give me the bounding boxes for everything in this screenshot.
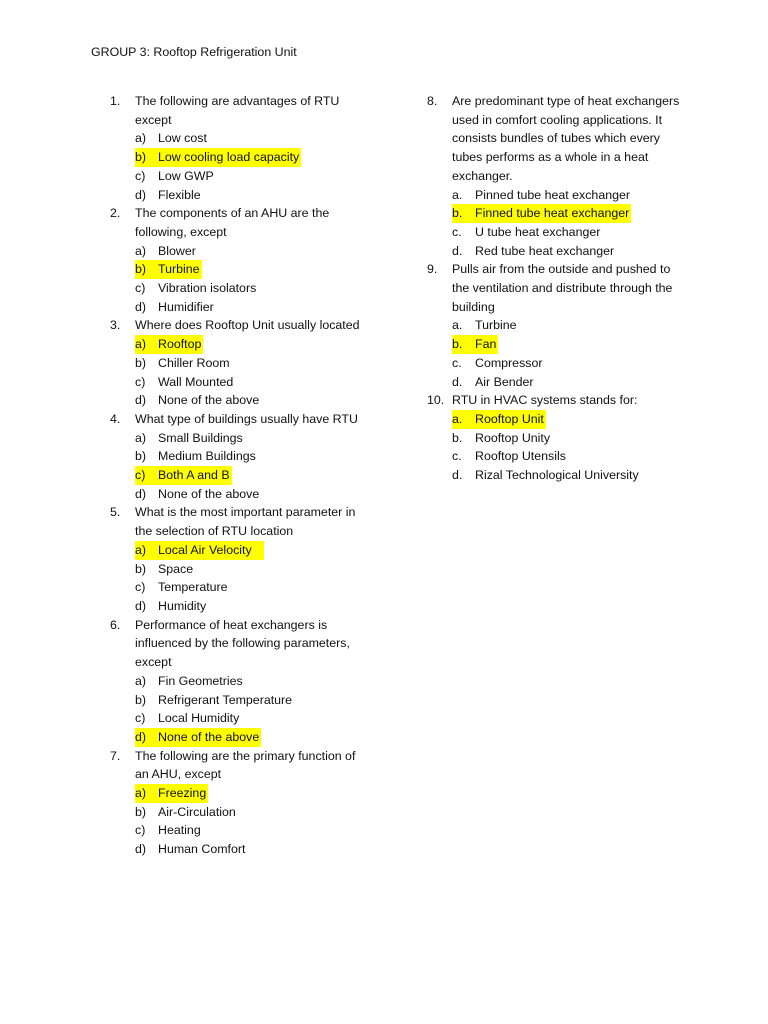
question-stem bbox=[427, 92, 689, 186]
choice bbox=[135, 560, 372, 579]
choice-text: Turbine bbox=[158, 262, 200, 277]
question bbox=[110, 316, 372, 410]
question-text: The following are the primary function of an AHU, except bbox=[135, 748, 356, 782]
question bbox=[110, 204, 372, 316]
choice bbox=[135, 167, 372, 186]
choice bbox=[452, 186, 689, 205]
question-stem bbox=[110, 204, 372, 241]
choice bbox=[135, 354, 372, 373]
choice-letter: a) bbox=[135, 131, 147, 146]
choice-letter: a) bbox=[135, 430, 147, 445]
choice-highlighted bbox=[135, 148, 301, 167]
choice-list bbox=[110, 429, 372, 504]
question bbox=[427, 391, 689, 485]
choice-letter: a) bbox=[135, 542, 147, 557]
choice-text: Rooftop Utensils bbox=[475, 449, 566, 464]
choice-text: Low cooling load capacity bbox=[158, 150, 300, 165]
question-column-left bbox=[110, 92, 372, 859]
choice-text: Local Air Velocity bbox=[158, 542, 252, 557]
choice-letter: c) bbox=[135, 580, 146, 595]
question bbox=[427, 260, 689, 391]
question-stem bbox=[110, 503, 372, 540]
choice-text: Vibration isolators bbox=[158, 281, 257, 296]
choice-letter: c) bbox=[135, 711, 146, 726]
question-stem bbox=[110, 616, 372, 672]
choice bbox=[135, 840, 372, 859]
choice-list bbox=[110, 672, 372, 747]
choice bbox=[452, 447, 689, 466]
question-column-right bbox=[427, 92, 689, 485]
choice-text: U tube heat exchanger bbox=[475, 224, 601, 239]
choice-list bbox=[110, 784, 372, 859]
choice-list bbox=[110, 541, 372, 616]
choice-letter: d) bbox=[135, 187, 147, 202]
choice bbox=[452, 429, 689, 448]
question-number: 3. bbox=[110, 318, 121, 333]
choice-letter: d. bbox=[452, 468, 463, 483]
choice-letter: b) bbox=[135, 262, 147, 277]
choice-text: Air Bender bbox=[475, 374, 534, 389]
choice-letter: c) bbox=[135, 823, 146, 838]
choice-text: Low GWP bbox=[158, 168, 214, 183]
choice-highlighted bbox=[452, 410, 546, 429]
question-number: 4. bbox=[110, 411, 121, 426]
choice-letter: d) bbox=[135, 486, 147, 501]
question-stem bbox=[427, 391, 689, 410]
choice-list bbox=[427, 186, 689, 261]
question bbox=[110, 747, 372, 859]
choice-letter: d. bbox=[452, 374, 463, 389]
choice-text: Small Buildings bbox=[158, 430, 243, 445]
choice-list bbox=[110, 129, 372, 204]
choice-list bbox=[110, 335, 372, 410]
choice-text: Heating bbox=[158, 823, 201, 838]
choice-text: Rooftop bbox=[158, 337, 202, 352]
question-number: 10. bbox=[427, 393, 445, 408]
question bbox=[110, 410, 372, 504]
choice-letter: b) bbox=[135, 804, 147, 819]
choice-text: Red tube heat exchanger bbox=[475, 243, 615, 258]
choice-letter: a) bbox=[135, 673, 147, 688]
question-number: 8. bbox=[427, 94, 438, 108]
question-stem bbox=[427, 260, 689, 316]
choice bbox=[452, 242, 689, 261]
choice bbox=[135, 373, 372, 392]
choice-letter: c) bbox=[135, 281, 146, 296]
choice-letter: a. bbox=[452, 318, 463, 333]
choice-letter: a. bbox=[452, 411, 463, 426]
choice-letter: b. bbox=[452, 337, 463, 352]
choice bbox=[135, 485, 372, 504]
choice-list bbox=[427, 410, 689, 485]
choice bbox=[452, 354, 689, 373]
choice-text: Flexible bbox=[158, 187, 201, 202]
choice-text: None of the above bbox=[158, 486, 260, 501]
choice bbox=[135, 429, 372, 448]
choice-text: Compressor bbox=[475, 355, 543, 370]
choice bbox=[135, 578, 372, 597]
question-number: 7. bbox=[110, 748, 121, 763]
choice-highlighted bbox=[452, 204, 631, 223]
question-text: Are predominant type of heat exchangers used in comfort cooling applications. It consists bundles of tubes which every tubes performs as a whole in a heat exchanger. bbox=[452, 94, 680, 183]
choice bbox=[135, 691, 372, 710]
choice bbox=[135, 129, 372, 148]
question-number: 2. bbox=[110, 206, 121, 221]
choice-letter: b) bbox=[135, 561, 147, 576]
choice-highlighted bbox=[135, 466, 232, 485]
choice-letter: b) bbox=[135, 692, 147, 707]
choice bbox=[452, 316, 689, 335]
choice-text: Finned tube heat exchanger bbox=[475, 206, 630, 221]
question-stem bbox=[110, 92, 372, 129]
choice-letter: c. bbox=[452, 224, 462, 239]
question bbox=[110, 503, 372, 615]
choice-highlighted bbox=[135, 541, 264, 560]
choice-text: Both A and B bbox=[158, 468, 230, 483]
choice bbox=[135, 597, 372, 616]
choice-text: Temperature bbox=[158, 580, 228, 595]
question-number: 1. bbox=[110, 94, 121, 108]
question-text: What is the most important parameter in the selection of RTU location bbox=[135, 505, 356, 539]
question-number: 5. bbox=[110, 505, 121, 520]
choice-text: Humidifier bbox=[158, 299, 214, 314]
choice-letter: a. bbox=[452, 187, 463, 202]
choice-letter: c) bbox=[135, 168, 146, 183]
choice-letter: c. bbox=[452, 355, 462, 370]
choice-letter: d) bbox=[135, 729, 147, 744]
choice bbox=[452, 223, 689, 242]
choice bbox=[135, 672, 372, 691]
choice-highlighted bbox=[135, 260, 202, 279]
choice-letter: d. bbox=[452, 243, 463, 258]
choice-text: Humidity bbox=[158, 598, 207, 613]
choice-text: Fin Geometries bbox=[158, 673, 243, 688]
question bbox=[427, 92, 689, 260]
choice bbox=[135, 391, 372, 410]
choice bbox=[135, 186, 372, 205]
choice-text: Freezing bbox=[158, 786, 207, 801]
choice-letter: c) bbox=[135, 374, 146, 389]
choice bbox=[135, 298, 372, 317]
choice-text: Pinned tube heat exchanger bbox=[475, 187, 631, 202]
choice-text: None of the above bbox=[158, 393, 260, 408]
choice-letter: d) bbox=[135, 299, 147, 314]
choice-text: Medium Buildings bbox=[158, 449, 256, 464]
choice bbox=[135, 821, 372, 840]
choice bbox=[135, 709, 372, 728]
choice-text: Air-Circulation bbox=[158, 804, 236, 819]
choice-letter: d) bbox=[135, 393, 147, 408]
choice-list bbox=[427, 316, 689, 391]
choice-highlighted bbox=[135, 728, 261, 747]
choice-text: Local Humidity bbox=[158, 711, 240, 726]
choice-letter: b) bbox=[135, 449, 147, 464]
question-stem bbox=[110, 410, 372, 429]
choice-text: Blower bbox=[158, 243, 196, 258]
choice-letter: a) bbox=[135, 786, 147, 801]
choice-text: Rooftop Unity bbox=[475, 430, 551, 445]
choice bbox=[135, 279, 372, 298]
choice-highlighted bbox=[135, 335, 203, 354]
choice-letter: d) bbox=[135, 598, 147, 613]
question-stem bbox=[110, 316, 372, 335]
choice-text: Chiller Room bbox=[158, 355, 230, 370]
choice-text: Space bbox=[158, 561, 194, 576]
choice bbox=[452, 373, 689, 392]
question-text: Pulls air from the outside and pushed to the ventilation and distribute through the building bbox=[452, 262, 673, 314]
choice bbox=[135, 447, 372, 466]
choice bbox=[135, 803, 372, 822]
choice-text: Wall Mounted bbox=[158, 374, 234, 389]
choice bbox=[135, 242, 372, 261]
choice-letter: b) bbox=[135, 150, 147, 165]
question-text: Performance of heat exchangers is influenced by the following parameters, except bbox=[135, 617, 350, 670]
choice-highlighted bbox=[135, 784, 208, 803]
choice-letter: a) bbox=[135, 243, 147, 258]
choice-letter: b. bbox=[452, 430, 463, 445]
choice-letter: c. bbox=[452, 449, 462, 464]
question-text: The following are advantages of RTU except bbox=[135, 94, 340, 127]
question-text: The components of an AHU are the following, except bbox=[135, 206, 330, 239]
choice-text: Rizal Technological University bbox=[475, 468, 639, 483]
choice-letter: c) bbox=[135, 468, 146, 483]
choice-text: Rooftop Unit bbox=[475, 411, 544, 426]
choice-letter: b) bbox=[135, 355, 147, 370]
choice-letter: b. bbox=[452, 206, 463, 221]
question bbox=[110, 92, 372, 204]
choice-list bbox=[110, 242, 372, 317]
choice-letter: d) bbox=[135, 842, 147, 857]
choice-letter: a) bbox=[135, 337, 147, 352]
question-stem bbox=[110, 747, 372, 784]
choice-text: Fan bbox=[475, 337, 497, 352]
page-title: GROUP 3: Rooftop Refrigeration Unit bbox=[91, 45, 297, 59]
question-text: Where does Rooftop Unit usually located bbox=[135, 318, 360, 333]
question-number: 9. bbox=[427, 262, 438, 277]
question-text: RTU in HVAC systems stands for: bbox=[452, 393, 638, 408]
question bbox=[110, 616, 372, 747]
choice-text: Refrigerant Temperature bbox=[158, 692, 293, 707]
choice-highlighted bbox=[452, 335, 498, 354]
choice-text: Human Comfort bbox=[158, 842, 246, 857]
choice-text: Turbine bbox=[475, 318, 517, 333]
choice-text: None of the above bbox=[158, 729, 260, 744]
choice bbox=[452, 466, 689, 485]
choice-text: Low cost bbox=[158, 131, 207, 146]
question-text: What type of buildings usually have RTU bbox=[135, 411, 358, 426]
question-number: 6. bbox=[110, 617, 121, 632]
